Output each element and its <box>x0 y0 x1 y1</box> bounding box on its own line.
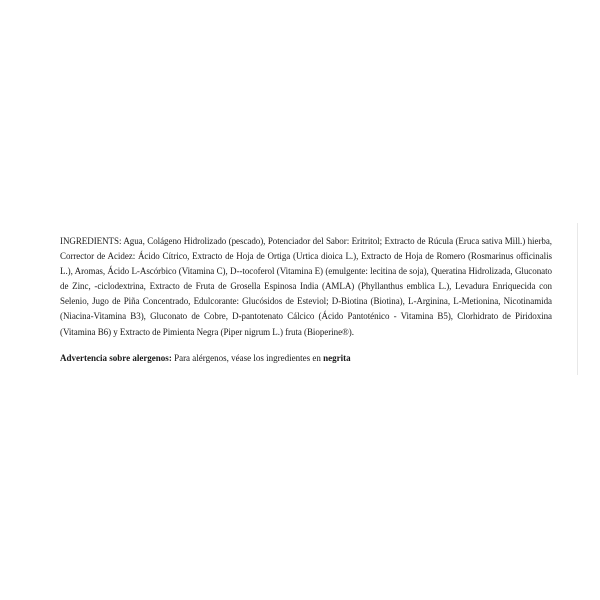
allergen-warning-text: Para alérgenos, véase los ingredientes en <box>171 352 324 363</box>
page-edge-divider <box>577 223 578 375</box>
allergen-warning-label: Advertencia sobre alergenos: <box>60 352 172 363</box>
ingredients-document <box>60 234 552 366</box>
allergen-warning <box>60 351 552 366</box>
ingredients-paragraph: INGREDIENTS: Agua, Colágeno Hidrolizado (pescado), Potenciador del Sabor: Eritritol; Extracto de Rúcula (Eruca sativa Mill.) hierba, Corrector de Acidez: Ácido Cítrico, Extracto de Hoja de Ortiga (Urtica dioica L.), Extracto de Hoja de Romero (Rosmarinus officinalis L.), Aromas, Ácido L-Ascórbico (Vitamina C), D--tocoferol (Vitamina E) (emulgente: lecitina de soja), Queratina Hidrolizada, Gluconato de Zinc, -ciclodextrina, Extracto de Fruta de Grosella Espinosa India (AMLA) (Phyllanthus emblica L.), Levadura Enriquecida con Selenio, Jugo de Piña Concentrado, Edulcorante: Glucósidos de Esteviol; D-Biotina (Biotina), L-Arginina, L-Metionina, Nicotinamida (Niacina-Vitamina B3), Gluconato de Cobre, D-pantotenato Cálcico (Ácido Pantoténico - Vitamina B5), Clorhidrato de Piridoxina (Vitamina B6) y Extracto de Pimienta Negra (Piper nigrum L.) fruta (Bioperine®). <box>60 236 552 337</box>
allergen-warning-emphasis: negrita <box>323 352 351 363</box>
